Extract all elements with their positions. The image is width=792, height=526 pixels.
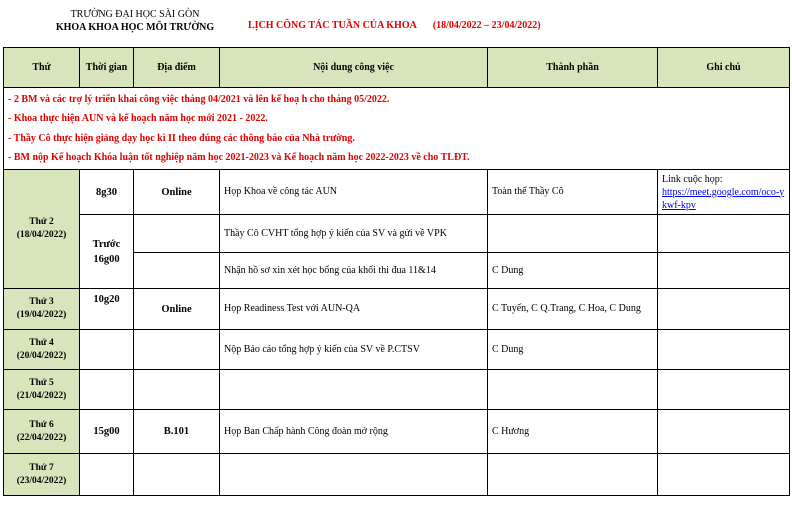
col-participants: Thành phần bbox=[488, 48, 658, 88]
day-cell bbox=[4, 410, 80, 454]
day-cell bbox=[4, 454, 80, 496]
time-cell: 8g30 bbox=[80, 170, 134, 215]
content-cell: Nộp Báo cáo tổng hợp ý kiến của SV về P.CTSV bbox=[220, 330, 488, 370]
col-notes: Ghi chú bbox=[658, 48, 790, 88]
notes-cell bbox=[658, 170, 790, 215]
page-title bbox=[248, 20, 541, 31]
content-cell: Nhận hồ sơ xin xét học bổng của khối thi đua 11&14 bbox=[220, 253, 488, 289]
day-date: (21/04/2022) bbox=[16, 390, 67, 401]
day-cell bbox=[4, 170, 80, 289]
day-label: Thứ 3 bbox=[29, 297, 54, 307]
time-cell: Trước 16g00 bbox=[80, 215, 134, 289]
day-date: (22/04/2022) bbox=[16, 432, 67, 443]
notes-cell bbox=[658, 289, 790, 330]
content-cell bbox=[220, 370, 488, 410]
table-row bbox=[4, 170, 790, 215]
place-cell bbox=[134, 330, 220, 370]
day-label: Thứ 5 bbox=[29, 377, 54, 388]
day-cell bbox=[4, 289, 80, 330]
day-cell bbox=[4, 370, 80, 410]
notice-item: - Khoa thực hiện AUN và kế hoạch năm học mới 2021 - 2022. bbox=[8, 113, 268, 124]
day-label: Thứ 6 bbox=[29, 419, 54, 430]
notice-item: - Thầy Cô thực hiện giảng dạy học kì II theo đúng các thông báo của Nhà trường. bbox=[8, 132, 355, 144]
place-cell bbox=[134, 253, 220, 289]
col-content: Nội dung công việc bbox=[220, 48, 488, 88]
participants-cell bbox=[488, 370, 658, 410]
meeting-link-label: Link cuộc họp: bbox=[662, 173, 723, 185]
table-row bbox=[4, 215, 790, 253]
place-cell: Online bbox=[134, 289, 220, 330]
time-cell bbox=[80, 370, 134, 410]
col-time: Thời gian bbox=[80, 48, 134, 88]
table-row bbox=[4, 289, 790, 330]
participants-cell bbox=[488, 454, 658, 496]
faculty-name: KHOA KHOA HỌC MÔI TRƯỜNG bbox=[55, 22, 215, 33]
table-row bbox=[4, 410, 790, 454]
day-date: (20/04/2022) bbox=[16, 350, 67, 361]
participants-cell: C Tuyến, C Q.Trang, C Hoa, C Dung bbox=[488, 289, 658, 330]
col-place: Địa điểm bbox=[134, 48, 220, 88]
header-org bbox=[40, 8, 230, 34]
participants-cell: C Dung bbox=[488, 330, 658, 370]
header-row bbox=[4, 48, 790, 88]
time-cell: 15g00 bbox=[80, 410, 134, 454]
day-date: (23/04/2022) bbox=[16, 475, 67, 486]
place-cell bbox=[134, 370, 220, 410]
day-label: Thứ 2 bbox=[29, 217, 54, 227]
notes-cell bbox=[658, 454, 790, 496]
participants-cell: Toàn thể Thầy Cô bbox=[488, 170, 658, 215]
time-cell bbox=[80, 330, 134, 370]
col-day: Thứ bbox=[4, 48, 80, 88]
table-row bbox=[4, 370, 790, 410]
notice-item: - 2 BM và các trợ lý triển khai công việc tháng 04/2021 và lên kế hoạ h cho tháng 05/2022. bbox=[8, 93, 390, 105]
notes-cell bbox=[658, 215, 790, 253]
time-cell: 10g20 bbox=[80, 289, 134, 330]
notices-cell bbox=[4, 88, 790, 170]
content-cell: Thầy Cô CVHT tổng hợp ý kiến của SV và gửi về VPK bbox=[220, 215, 488, 253]
meeting-link[interactable]: https://meet.google.com/oco-ykwf-kpv bbox=[662, 186, 785, 211]
table-row bbox=[4, 454, 790, 496]
day-label: Thứ 7 bbox=[29, 462, 54, 473]
university-name: TRƯỜNG ĐẠI HỌC SÀI GÒN bbox=[70, 9, 200, 20]
notes-cell bbox=[658, 370, 790, 410]
content-cell: Họp Readiness Test với AUN-QA bbox=[220, 289, 488, 330]
notes-cell bbox=[658, 253, 790, 289]
content-cell: Họp Ban Chấp hành Công đoàn mở rộng bbox=[220, 410, 488, 454]
day-date: (18/04/2022) bbox=[16, 230, 67, 240]
title-text: LỊCH CÔNG TÁC TUẦN CỦA KHOA bbox=[248, 20, 417, 31]
schedule-table bbox=[3, 47, 790, 496]
time-cell bbox=[80, 454, 134, 496]
place-cell bbox=[134, 215, 220, 253]
day-cell bbox=[4, 330, 80, 370]
participants-cell: C Hương bbox=[488, 410, 658, 454]
participants-cell bbox=[488, 215, 658, 253]
table-row bbox=[4, 330, 790, 370]
day-label: Thứ 4 bbox=[29, 337, 54, 348]
notices-row bbox=[4, 88, 790, 170]
date-range: (18/04/2022 – 23/04/2022) bbox=[432, 20, 541, 31]
participants-cell: C Dung bbox=[488, 253, 658, 289]
notes-cell bbox=[658, 330, 790, 370]
content-cell: Họp Khoa về công tác AUN bbox=[220, 170, 488, 215]
place-cell: B.101 bbox=[134, 410, 220, 454]
notes-cell bbox=[658, 410, 790, 454]
notice-item: - BM nộp Kế hoạch Khóa luận tốt nghiệp năm học 2021-2023 và Kế hoạch năm học 2022-2023 về cho TLĐT. bbox=[8, 152, 470, 163]
place-cell: Online bbox=[134, 170, 220, 215]
day-date: (19/04/2022) bbox=[16, 310, 67, 320]
place-cell bbox=[134, 454, 220, 496]
content-cell bbox=[220, 454, 488, 496]
